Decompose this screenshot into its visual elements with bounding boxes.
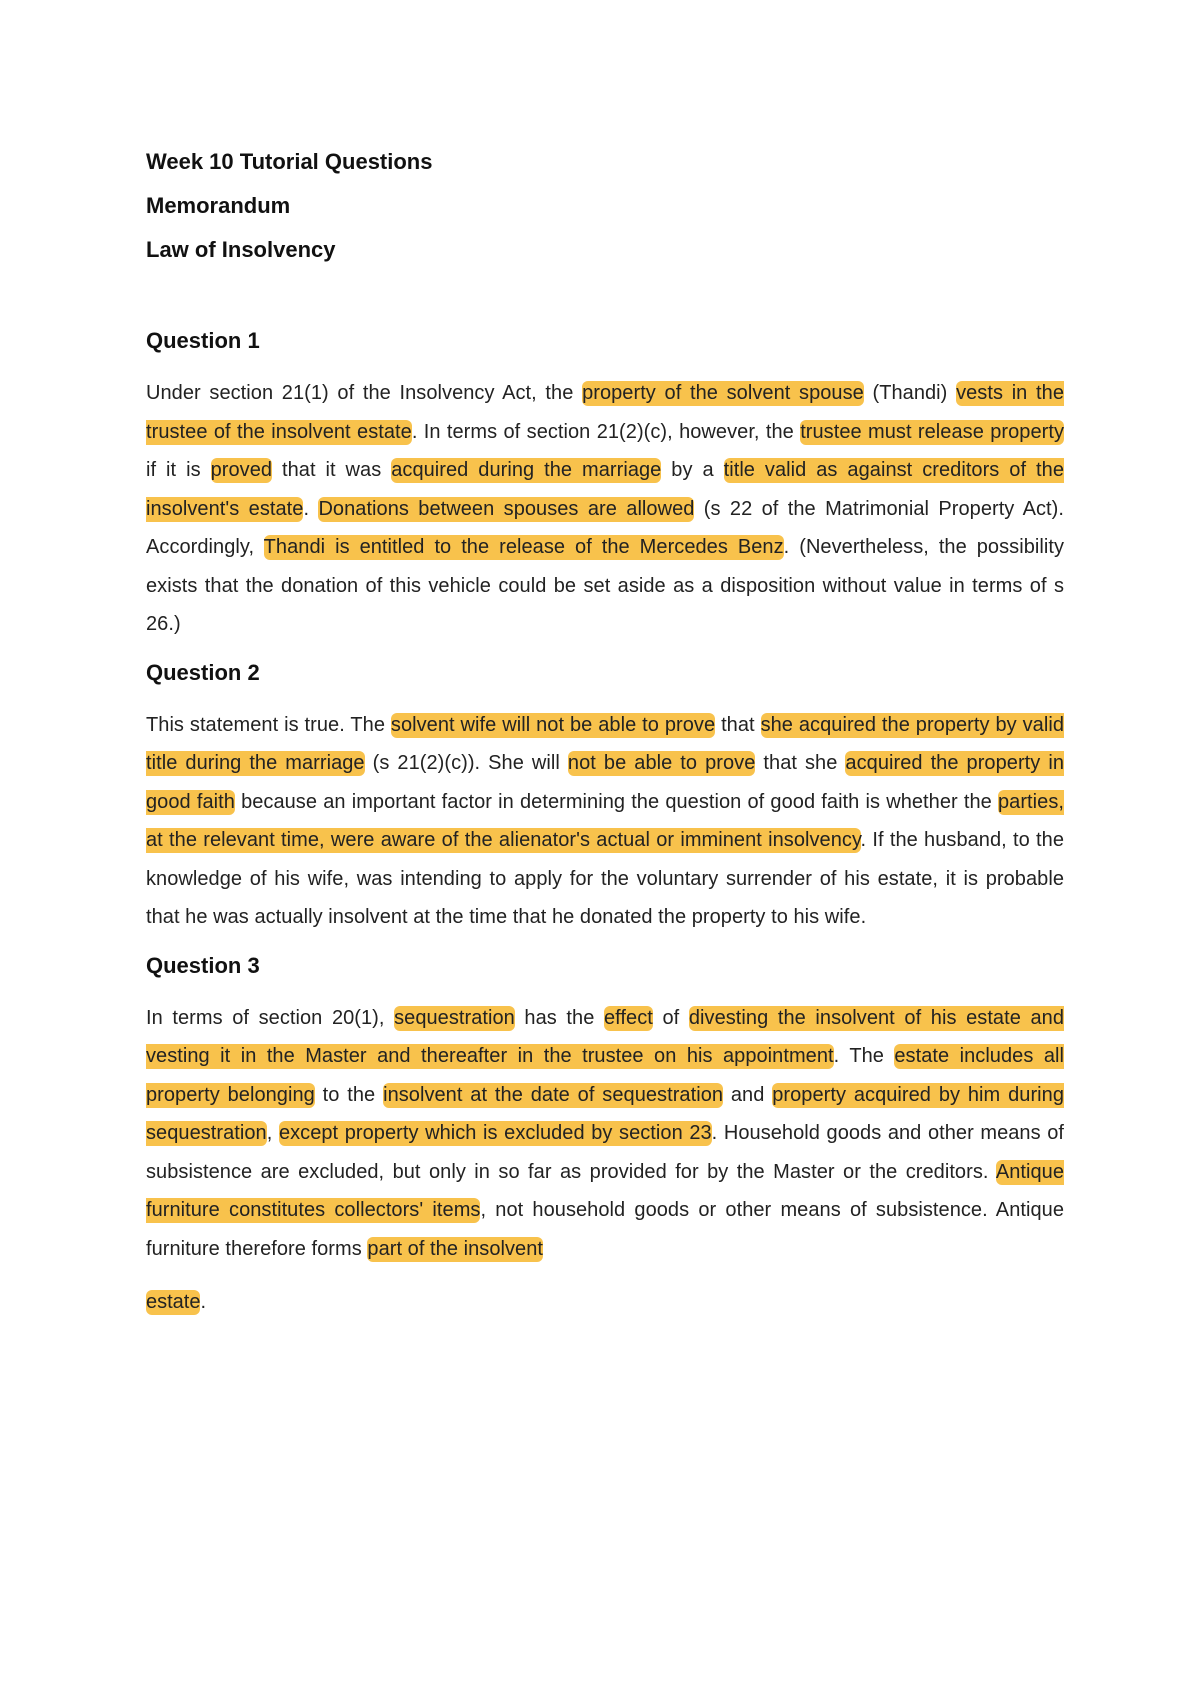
highlighted-text: vests in the trustee of the insolvent estate (146, 382, 1064, 443)
highlighted-text: Antique furniture constitutes collectors' items (146, 1160, 1064, 1221)
question-1-section (146, 326, 1064, 644)
highlighted-text: Thandi is entitled to the release of the Mercedes Benz (263, 536, 784, 558)
body-text: , (266, 1122, 279, 1144)
highlighted-text: divesting the insolvent of his estate and vesting it in the Master and thereafter in the trustee on his appointment (146, 1006, 1065, 1067)
highlighted-text: acquired the property in good faith (146, 752, 1064, 813)
body-text: to the (314, 1083, 384, 1106)
body-text: Under section 21(1) of the Insolvency Act, the (146, 382, 583, 404)
question-1-answer (146, 374, 1064, 644)
question-2-answer (146, 706, 1064, 937)
course-name: Law of Insolvency (146, 237, 336, 262)
body-text: has the (514, 1006, 604, 1029)
question-1-heading: Question 1 (146, 328, 260, 353)
question-2-section (146, 658, 1064, 937)
document-subtitle: Memorandum (146, 193, 291, 218)
document-title: Week 10 Tutorial Questions (146, 149, 433, 174)
highlighted-text: insolvent at the date of sequestration (383, 1083, 724, 1106)
body-text: In terms of section 20(1), (146, 1006, 395, 1029)
body-text: of (652, 1006, 689, 1029)
question-3-answer-end (146, 1283, 1064, 1321)
body-text: . The (833, 1045, 895, 1067)
body-text: if it is (146, 459, 211, 481)
question-3-heading: Question 3 (146, 952, 260, 978)
body-text: . (Nevertheless, the possibility exists that the donation of this vehicle could be set aside as a disposition without value in terms of s 26.) (146, 536, 1064, 635)
highlighted-text: solvent wife will not be able to prove (390, 713, 716, 736)
body-text: . (303, 497, 319, 520)
highlighted-text: sequestration (394, 1006, 515, 1029)
body-text: (s 22 of the Matrimonial Property Act). Accordingly, (146, 497, 1064, 558)
body-text: that it was (272, 459, 392, 481)
highlighted-text: property acquired by him during sequestration (146, 1083, 1064, 1144)
body-text: (s 21(2)(c)). She will (364, 752, 568, 774)
highlighted-text: not be able to prove (567, 752, 756, 774)
body-text: that she (755, 752, 846, 774)
question-2-heading: Question 2 (146, 659, 260, 685)
question-3-section (146, 951, 1064, 1322)
highlighted-text: trustee must release property (800, 420, 1064, 443)
body-text: , not household goods or other means of subsistence. Antique furniture therefore forms (146, 1199, 1064, 1260)
document-content (146, 140, 1064, 1321)
body-text: that (715, 713, 761, 736)
highlighted-text: estate includes all property belonging (146, 1045, 1064, 1106)
highlighted-text: parties, at the relevant time, were aware of the alienator's actual or imminent insolvency (146, 790, 1064, 851)
highlighted-text: Donations between spouses are allowed (318, 497, 695, 520)
body-text: . (200, 1291, 207, 1313)
question-3-answer (146, 999, 1064, 1269)
body-text: . If the husband, to the knowledge of his wife, was intending to apply for the voluntary surrender of his estate, it is probable that he was actually insolvent at the time that he donated the property to his wife. (146, 829, 1064, 928)
highlighted-text: estate (146, 1291, 201, 1313)
highlighted-text: except property which is excluded by section 23 (278, 1122, 712, 1144)
highlighted-text: title valid as against creditors of the insolvent's estate (146, 459, 1064, 520)
highlighted-text: property of the solvent spouse (582, 382, 864, 404)
document-title-block (146, 140, 1064, 272)
highlighted-text: acquired during the marriage (391, 459, 662, 481)
body-text: This statement is true. The (146, 713, 391, 736)
body-text: . Household goods and other means of subsistence are excluded, but only in so far as provided for by the Master or the creditors. (146, 1122, 1064, 1183)
highlighted-text: part of the insolvent (367, 1237, 543, 1260)
highlighted-text: she acquired the property by valid title during the marriage (146, 713, 1064, 774)
highlighted-text: effect (604, 1006, 653, 1029)
body-text: and (723, 1083, 773, 1106)
body-text: by a (661, 459, 724, 481)
highlighted-text: proved (210, 459, 273, 481)
body-text: (Thandi) (863, 382, 957, 404)
body-text: because an important factor in determining the question of good faith is whether the (234, 790, 998, 813)
body-text: . In terms of section 21(2)(c), however, the (411, 420, 801, 443)
